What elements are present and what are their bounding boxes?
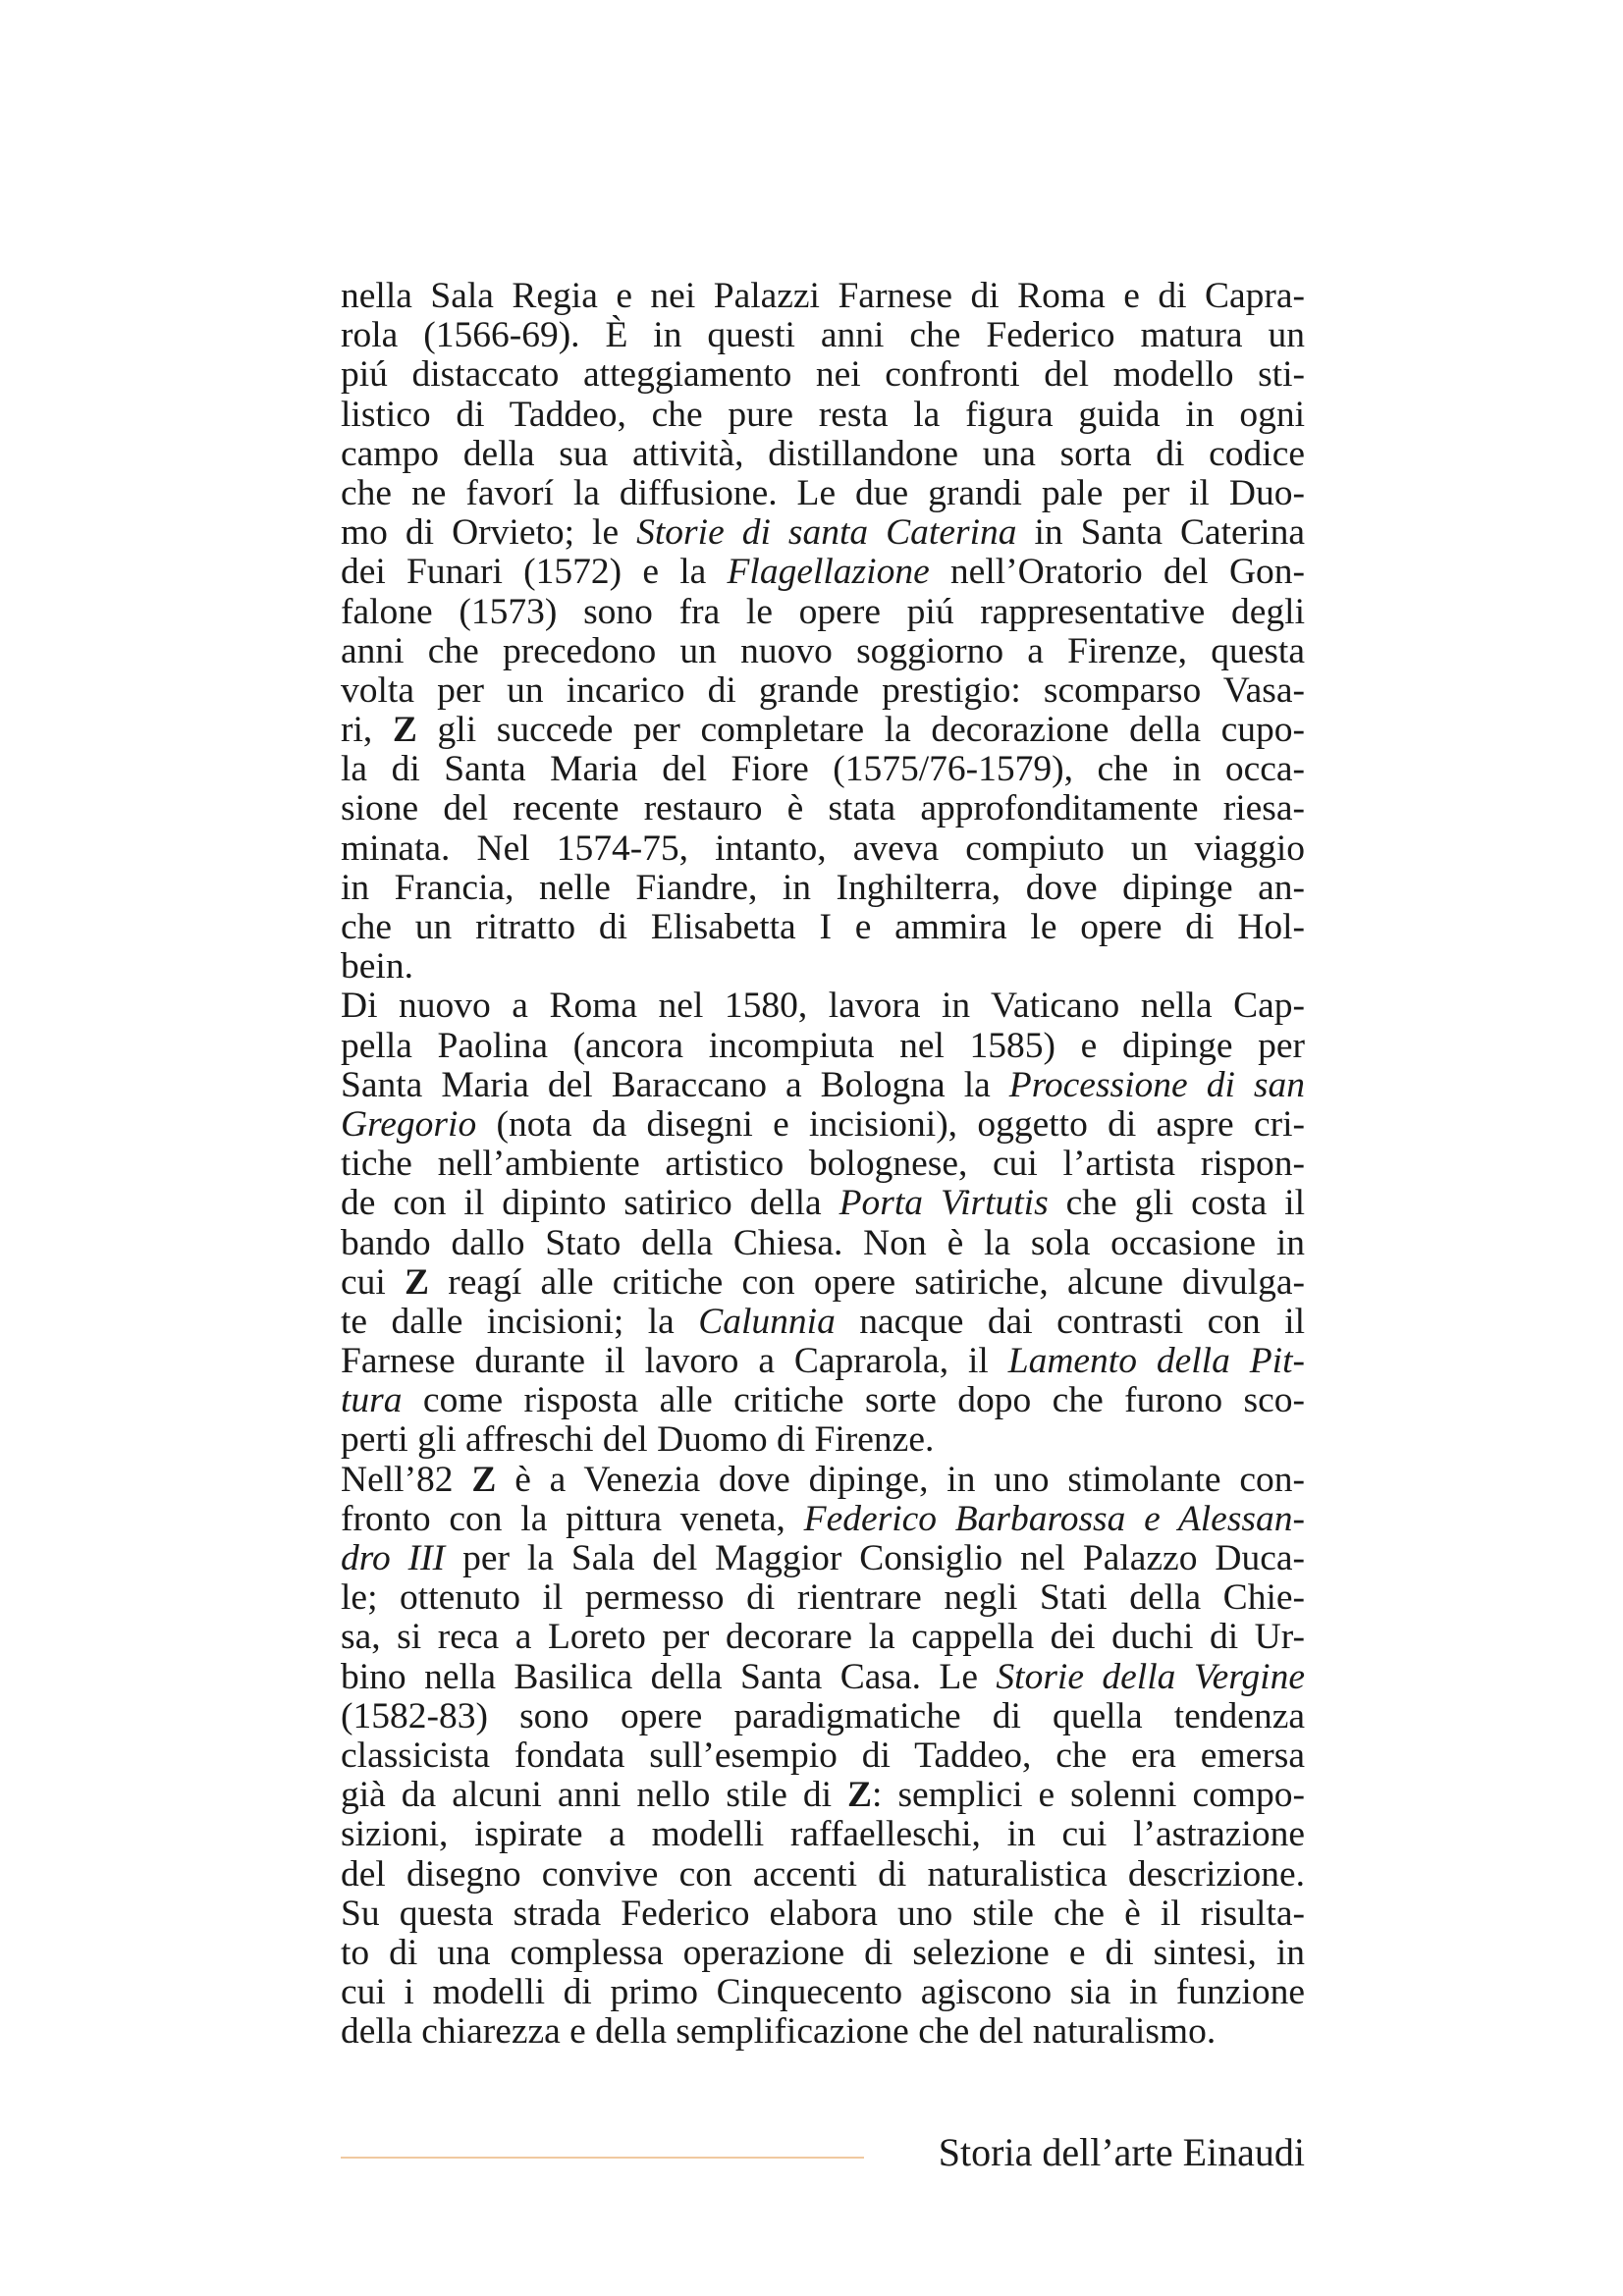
text-run: rola (1566-69). È in questi anni che Federico matura un <box>341 315 1305 356</box>
text-run: già da alcuni anni nello stile di <box>341 1775 848 1816</box>
text-line <box>341 553 1305 592</box>
text-run: campo della sua attività, distillandone una sorta di codice <box>341 433 1305 474</box>
text-run: che ne favorí la diffusione. Le due grandi pale per il Duo- <box>341 472 1305 513</box>
italic-title: Flagellazione <box>727 552 930 593</box>
text-line <box>341 1105 1305 1145</box>
text-run: mo di Orvieto; le <box>341 512 637 554</box>
text-run: minata. Nel 1574-75, intanto, aveva compiuto un viaggio <box>341 828 1305 869</box>
italic-title: Processione di san <box>1008 1064 1305 1105</box>
text-run: tiche nell’ambiente artistico bolognese, cui l’artista rispon- <box>341 1144 1305 1185</box>
text-run: to di una complessa operazione di selezione e di sintesi, in <box>341 1932 1305 1973</box>
text-run: falone (1573) sono fra le opere piú rappresentative degli <box>341 591 1305 632</box>
text-run: è a Venezia dove dipinge, in uno stimolante con- <box>496 1459 1305 1500</box>
text-line <box>341 435 1305 474</box>
text-run: la di Santa Maria del Fiore (1575/76-1579), che in occa- <box>341 749 1305 790</box>
page-body <box>341 277 1305 2052</box>
text-run: : semplici e solenni compo- <box>872 1775 1306 1816</box>
text-run: nacque dai contrasti con il <box>835 1301 1305 1342</box>
text-line <box>341 1461 1305 1500</box>
text-run: in Francia, nelle Fiandre, in Inghilterra, dove dipinge an- <box>341 867 1305 908</box>
bold-initial: Z <box>392 710 417 751</box>
text-run: sizioni, ispirate a modelli raffaelleschi, in cui l’astrazione <box>341 1814 1305 1855</box>
text-line <box>341 829 1305 869</box>
text-run: listico di Taddeo, che pure resta la figura guida in ogni <box>341 394 1305 435</box>
text-run: nell’Oratorio del Gon- <box>929 552 1306 593</box>
text-line <box>341 277 1305 316</box>
text-run: fronto con la pittura veneta, <box>341 1498 804 1539</box>
text-run: cui <box>341 1261 406 1303</box>
text-run: perti gli affreschi del Duomo di Firenze. <box>341 1419 935 1461</box>
italic-title: Storie della Vergine <box>996 1656 1305 1697</box>
text-run: Farnese durante il lavoro a Caprarola, il <box>341 1341 1008 1382</box>
bold-initial: Z <box>405 1261 430 1303</box>
italic-title: Gregorio <box>341 1103 477 1145</box>
text-line <box>341 1381 1305 1420</box>
text-run: anni che precedono un nuovo soggiorno a Firenze, questa <box>341 630 1305 671</box>
text-run: piú distaccato atteggiamento nei confronti del modello sti- <box>341 354 1305 396</box>
text-line <box>341 750 1305 789</box>
footer-rule <box>341 2157 864 2159</box>
text-line <box>341 987 1305 1026</box>
text-run: della chiarezza e della semplificazione che del naturalismo. <box>341 2011 1217 2053</box>
text-line <box>341 2012 1305 2052</box>
text-run: bein. <box>341 946 413 988</box>
text-run: Di nuovo a Roma nel 1580, lavora in Vaticano nella Cap- <box>341 986 1305 1027</box>
text-line <box>341 1895 1305 1934</box>
bold-initial: Z <box>847 1775 873 1816</box>
text-line <box>341 1934 1305 1973</box>
text-line <box>341 1539 1305 1578</box>
text-line <box>341 1776 1305 1815</box>
text-line <box>341 947 1305 987</box>
text-line <box>341 1815 1305 1854</box>
text-run: (nota da disegni e incisioni), oggetto di aspre cri- <box>476 1103 1305 1145</box>
text-line <box>341 513 1305 553</box>
text-run: classicista fondata sull’esempio di Taddeo, che era emersa <box>341 1735 1305 1776</box>
text-run: pella Paolina (ancora incompiuta nel 1585) e dipinge per <box>341 1025 1305 1066</box>
italic-title: Calunnia <box>698 1301 836 1342</box>
italic-title: Storie di santa Caterina <box>636 512 1017 554</box>
text-run: per la Sala del Maggior Consiglio nel Palazzo Duca- <box>445 1538 1305 1578</box>
text-line <box>341 1500 1305 1539</box>
text-line <box>341 1736 1305 1776</box>
text-run: cui i modelli di primo Cinquecento agiscono sia in funzione <box>341 1972 1305 2013</box>
text-line <box>341 1224 1305 1263</box>
italic-title: Lamento della Pit- <box>1007 1341 1305 1382</box>
text-line <box>341 1578 1305 1618</box>
text-line <box>341 789 1305 828</box>
text-run: volta per un incarico di grande prestigio: scomparso Vasa- <box>341 669 1305 711</box>
text-line <box>341 1342 1305 1381</box>
text-line <box>341 671 1305 711</box>
text-line <box>341 711 1305 750</box>
text-run: in Santa Caterina <box>1016 512 1306 554</box>
text-line <box>341 593 1305 632</box>
italic-title: Federico Barbarossa e Alessan- <box>803 1498 1305 1539</box>
text-line <box>341 1027 1305 1066</box>
text-line <box>341 1658 1305 1697</box>
text-run: che gli costa il <box>1048 1183 1305 1224</box>
text-line <box>341 1066 1305 1105</box>
text-line <box>341 355 1305 395</box>
italic-title: dro III <box>341 1538 446 1578</box>
text-line <box>341 1303 1305 1342</box>
footer-title: Storia dell’arte Einaudi <box>938 2130 1305 2174</box>
text-run: (1582-83) sono opere paradigmatiche di quella tendenza <box>341 1695 1305 1736</box>
text-run: dei Funari (1572) e la <box>341 552 728 593</box>
text-line <box>341 1420 1305 1460</box>
text-run: Santa Maria del Baraccano a Bologna la <box>341 1064 1009 1105</box>
text-run: come risposta alle critiche sorte dopo che furono sco- <box>402 1380 1305 1421</box>
text-run: bando dallo Stato della Chiesa. Non è la sola occasione in <box>341 1222 1305 1263</box>
text-line <box>341 908 1305 947</box>
text-line <box>341 869 1305 908</box>
text-line <box>341 632 1305 671</box>
text-line <box>341 1184 1305 1223</box>
text-run: nella Sala Regia e nei Palazzi Farnese di Roma e di Capra- <box>341 276 1305 316</box>
text-line <box>341 1973 1305 2012</box>
text-run: che un ritratto di Elisabetta I e ammira le opere di Hol- <box>341 907 1305 947</box>
text-line <box>341 1697 1305 1736</box>
text-run: le; ottenuto il permesso di rientrare negli Stati della Chie- <box>341 1577 1305 1619</box>
text-line <box>341 396 1305 435</box>
text-run: ri, <box>341 710 393 751</box>
italic-title: Porta Virtutis <box>839 1183 1049 1224</box>
text-run: Su questa strada Federico elabora uno stile che è il risulta- <box>341 1893 1305 1934</box>
text-run: te dalle incisioni; la <box>341 1301 699 1342</box>
bold-initial: Z <box>471 1459 497 1500</box>
text-run: sione del recente restauro è stata approfonditamente riesa- <box>341 788 1305 829</box>
text-run: gli succede per completare la decorazione della cupo- <box>416 710 1305 751</box>
text-run: Nell’82 <box>341 1459 472 1500</box>
text-line <box>341 316 1305 355</box>
italic-title: tura <box>341 1380 403 1421</box>
text-line <box>341 1263 1305 1303</box>
text-run: del disegno convive con accenti di naturalistica descrizione. <box>341 1853 1305 1895</box>
text-run: bino nella Basilica della Santa Casa. Le <box>341 1656 997 1697</box>
text-run: de con il dipinto satirico della <box>341 1183 839 1224</box>
text-run: sa, si reca a Loreto per decorare la cappella dei duchi di Ur- <box>341 1617 1305 1658</box>
text-run: reagí alle critiche con opere satiriche, alcune divulga- <box>429 1261 1305 1303</box>
text-line <box>341 474 1305 513</box>
text-line <box>341 1145 1305 1184</box>
text-line <box>341 1618 1305 1657</box>
text-line <box>341 1855 1305 1895</box>
